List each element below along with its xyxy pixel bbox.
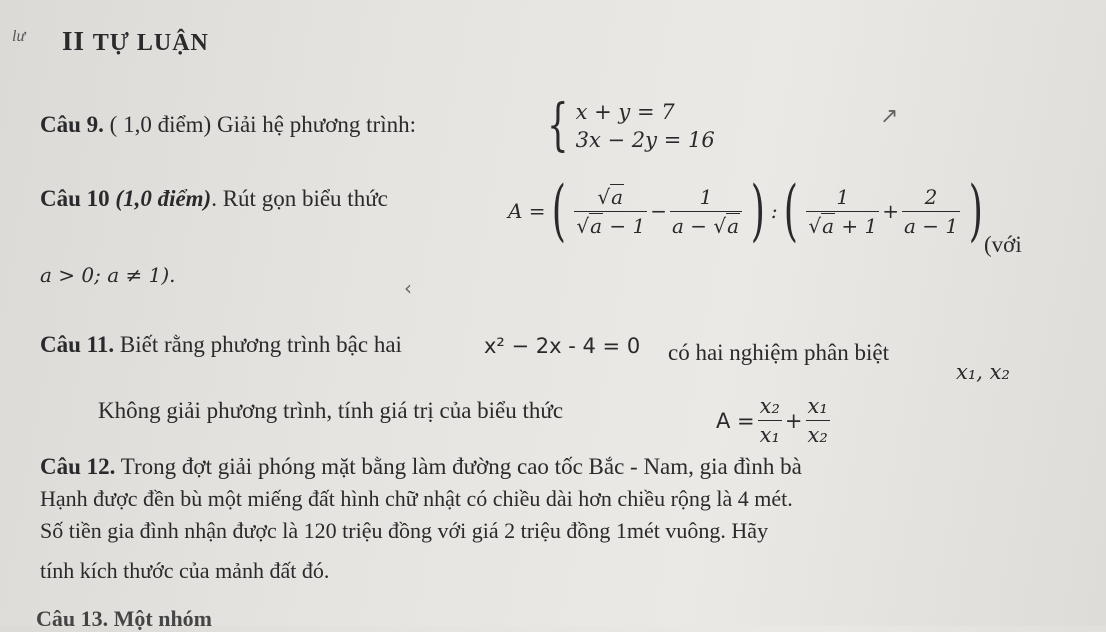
- op-colon: :: [770, 199, 778, 223]
- frac-one-over-sqrt-plus: $\frac{1}{√a + 1}$: [808, 184, 878, 238]
- op-minus: −: [650, 199, 667, 223]
- frac-num-two: 2: [924, 184, 938, 209]
- q10-body: . Rút gọn biểu thức: [211, 186, 388, 211]
- pencil-mark: ↗: [880, 104, 899, 129]
- margin-scribble: lư: [12, 28, 26, 45]
- q11-line2: Không giải phương trình, tính giá trị của biểu thức: [98, 398, 564, 423]
- frac-two-over: [902, 185, 960, 238]
- frac2-num-one: 1: [836, 184, 850, 209]
- q11-expr-lhs: A =: [716, 408, 755, 433]
- q9-body: ( 1,0 điểm) Giải hệ phương trình:: [109, 112, 416, 137]
- q11-text: [40, 332, 402, 358]
- q12-text-1: Trong đợt giải phóng mặt bằng làm đường cao tốc Bắc - Nam, gia đình bà: [120, 454, 802, 479]
- system-brace: {: [547, 93, 569, 158]
- pencil-tick: ‹: [404, 276, 412, 300]
- q13-label: Câu 13. Một nhóm: [36, 606, 213, 631]
- system-eq-2: 3x − 2y = 16: [575, 128, 715, 152]
- op-plus: +: [882, 199, 899, 223]
- frac-sqrt-a: $\frac{√a}{√a - 1}$: [576, 184, 646, 238]
- section-numeral: II: [62, 26, 86, 56]
- q11-op-plus: +: [784, 408, 803, 433]
- section-heading: [62, 26, 209, 57]
- den-plus-1: + 1: [841, 213, 878, 238]
- system-rows: [576, 100, 715, 152]
- frac-x1-x2: [806, 394, 830, 447]
- paren-open-2: (: [783, 172, 798, 249]
- frac-num-one: 1: [699, 184, 713, 209]
- frac-x1-den: x₁: [758, 420, 782, 447]
- den-a-minus-1: a − 1: [902, 211, 960, 238]
- frac-x2-x1: [758, 394, 782, 447]
- q10-condition: a > 0; a ≠ 1).: [40, 263, 176, 287]
- paren-close-1: ): [750, 172, 766, 249]
- q11-text2: có hai nghiệm phân biệt: [668, 340, 889, 365]
- frac-x2-den: x₂: [806, 420, 830, 447]
- q10-expression: [508, 172, 989, 249]
- q11-expression: [716, 394, 833, 447]
- q11-body: Biết rằng phương trình bậc hai: [119, 332, 402, 357]
- sqrt-a-num: a: [611, 184, 624, 209]
- sqrt-a-den3: a: [822, 213, 834, 238]
- den-a-minus: a −: [671, 213, 708, 238]
- paren-close-2: ): [968, 172, 984, 249]
- q11-label: Câu 11.: [40, 332, 115, 357]
- q9-label: Câu 9.: [40, 112, 104, 137]
- q9-system: [540, 93, 715, 158]
- q10-points: (1,0 điểm): [115, 186, 212, 211]
- q12-line3: Số tiền gia đình nhận được là 120 triệu đồng với giá 2 triệu đồng 1mét vuông. Hãy: [40, 518, 769, 543]
- sqrt-a-den: a: [590, 213, 602, 238]
- q11-roots: x₁, x₂: [956, 360, 1010, 384]
- q10-label: Câu 10: [40, 186, 110, 211]
- frac-x2-num: x₂: [759, 394, 780, 418]
- q10-suffix: (với: [984, 232, 1022, 257]
- expr-lhs: A =: [508, 199, 546, 223]
- paren-open-1: (: [551, 172, 566, 249]
- q12-line1: [40, 454, 802, 480]
- section-title: TỰ LUẬN: [92, 30, 209, 56]
- q12-line2: Hạnh được đền bù một miếng đất hình chữ nhật có chiều dài hơn chiều rộng là 4 mét.: [40, 486, 793, 511]
- system-eq-1: x + y = 7: [575, 100, 675, 124]
- q10-text: [40, 186, 388, 212]
- q12-label: Câu 12.: [40, 454, 116, 479]
- frac-one-over: $\frac{1}{a - √a}$: [670, 185, 742, 238]
- q9-text: [40, 112, 416, 138]
- sqrt-a-den2: a: [727, 213, 740, 238]
- den-minus-1: − 1: [609, 213, 646, 238]
- q11-equation: x² − 2x - 4 = 0: [484, 334, 641, 358]
- frac-x1-num: x₁: [807, 394, 828, 418]
- q12-line4: tính kích thước của mảnh đất đó.: [40, 558, 330, 583]
